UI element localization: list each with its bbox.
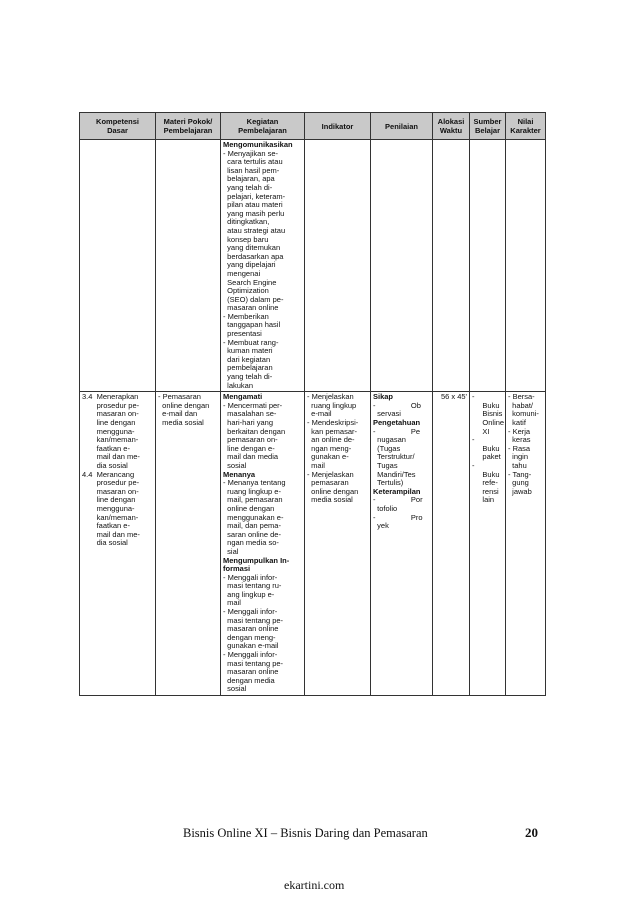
text-line: mail — [307, 460, 325, 470]
text-line: Alokasi — [437, 117, 465, 126]
text-line: (Tugas — [373, 443, 401, 453]
cell-materi — [156, 392, 221, 696]
text-line: pembelajaran — [223, 363, 273, 373]
text-line: kan/meman- — [82, 512, 139, 522]
text-line: masaran online — [223, 303, 279, 313]
text-line: - Pro — [373, 512, 423, 522]
text-line: Indikator — [321, 121, 354, 131]
header-materi — [156, 113, 221, 140]
text-line: mail, pemasaran — [223, 495, 283, 505]
text-line: masaran on- — [82, 409, 139, 419]
text-line: pemasaran on- — [223, 435, 278, 445]
text-line: Terstruktur/ — [373, 452, 415, 462]
cell-alokasi — [433, 140, 470, 392]
text-line: - — [472, 392, 475, 402]
text-line: (SEO) dalam pe- — [223, 294, 284, 304]
text-line: rensi — [472, 486, 499, 496]
text-line: faatkan e- — [82, 443, 130, 453]
text-line: - Bersa- — [508, 392, 535, 402]
text-line: berdasarkan apa — [223, 251, 284, 261]
text-line: Kompetensi — [96, 117, 139, 126]
materi-list — [158, 393, 218, 427]
text-line: e-mail — [307, 409, 332, 419]
text-line: yek — [373, 521, 389, 531]
text-line: Penilaian — [385, 121, 418, 131]
text-line: 3.4 Menerapkan — [82, 392, 139, 402]
cell-kegiatan — [221, 392, 305, 696]
text-line: Mandiri/Tes — [373, 469, 416, 479]
text-line: berkaitan dengan — [223, 426, 286, 436]
text-line: kan/meman- — [82, 435, 139, 445]
cell-materi — [156, 140, 221, 392]
section-heading: Pengetahuan — [373, 418, 421, 427]
text-line: dia sosial — [82, 538, 128, 548]
section-heading: Keterampilan — [373, 486, 421, 496]
text-line: online dengan — [307, 486, 359, 496]
text-line: 4.4 Merancang — [82, 469, 135, 479]
text-line: jawab — [508, 486, 532, 496]
text-line: mengguna- — [82, 503, 135, 513]
text-line: gunakan e- — [307, 452, 349, 462]
text-line: menggunakan e- — [223, 512, 284, 522]
text-line: yang dipelajari — [223, 260, 276, 270]
text-line: Dasar — [107, 126, 128, 135]
text-line: - Menggali infor- — [223, 607, 278, 617]
text-line: - Menyajikan se- — [223, 148, 279, 158]
text-line: - Kerja — [508, 426, 531, 436]
table-row — [80, 392, 546, 696]
text-line: yang ditemukan — [223, 243, 281, 253]
text-line: Waktu — [439, 126, 463, 135]
text-line: masaran online — [223, 624, 279, 634]
text-line: komuni- — [508, 409, 539, 419]
header-nilai — [506, 113, 546, 140]
header-alokasi — [433, 113, 470, 140]
text-line: atau strategi atau — [223, 225, 286, 235]
text-line: mail, dan pema- — [223, 521, 281, 531]
text-line: Tertulis) — [373, 478, 404, 488]
text-line: yang telah di- — [223, 372, 273, 382]
cell-nilai — [506, 392, 546, 696]
footer-book-title: Bisnis Online XI – Bisnis Daring dan Pemasaran — [183, 826, 428, 840]
text-line: lain — [472, 495, 495, 505]
header-indikator — [305, 113, 371, 140]
text-line: servasi — [373, 409, 401, 419]
section-heading: Menanya — [223, 469, 256, 479]
header-kegiatan — [221, 113, 305, 140]
text-line: mengguna- — [82, 426, 135, 436]
cell-sumber — [470, 140, 506, 392]
section-heading: Mengumpulkan In- — [223, 555, 290, 565]
header-kompetensi — [80, 113, 156, 140]
text-line: - — [472, 460, 475, 470]
text-line: nugasan — [373, 435, 406, 445]
page-number: 20 — [525, 825, 538, 840]
text-line: mengenai — [223, 268, 261, 278]
sumber-list — [472, 393, 503, 505]
text-line: - Menjelaskan — [307, 469, 354, 479]
table-row — [80, 140, 546, 392]
text-line: Kegiatan — [246, 117, 279, 126]
text-line: lisan hasil pem- — [223, 165, 280, 175]
cell-penilaian — [371, 392, 433, 696]
text-line: konsep baru — [223, 234, 269, 244]
text-line: - Mendeskripsi- — [307, 418, 359, 427]
text-line: Bisnis — [472, 409, 503, 419]
text-line: online dengan — [158, 400, 210, 410]
text-line: kuman materi — [223, 346, 273, 356]
text-line: mail — [223, 598, 241, 608]
text-line: media sosial — [158, 418, 204, 427]
text-line: online dengan — [223, 503, 275, 513]
text-line: pemasaran — [307, 478, 349, 488]
text-line: ditingkatkan, — [223, 217, 270, 227]
text-line: line dengan — [82, 418, 136, 427]
text-line: Sumber — [473, 117, 502, 126]
text-line: hari-hari yang — [223, 418, 274, 427]
cell-alokasi — [433, 392, 470, 696]
text-line: pelajari, keteram- — [223, 191, 286, 201]
text-line: Pembelajaran — [238, 126, 287, 135]
text-line: - Ob — [373, 400, 421, 410]
alokasi-value: 56 x 45' — [440, 392, 467, 402]
cell-indikator — [305, 392, 371, 696]
text-line: Online — [472, 418, 505, 427]
text-line: Materi Pokok/ — [163, 117, 213, 126]
section-heading: Mengamati — [223, 392, 263, 402]
text-line: Buku — [472, 443, 500, 453]
text-line: saran online de- — [223, 529, 281, 539]
footer-site: ekartini.com — [284, 878, 345, 892]
text-line: - Menggali infor- — [223, 572, 278, 582]
text-line: ang lingkup e- — [223, 589, 275, 599]
text-line: cara tertulis atau — [223, 157, 283, 167]
text-line: masi tentang pe- — [223, 615, 284, 625]
cell-kompetensi — [80, 392, 156, 696]
indikator-list — [307, 393, 368, 505]
text-line: refe- — [472, 478, 498, 488]
text-line: prosedur pe- — [82, 400, 140, 410]
text-line: tanggapan hasil — [223, 320, 281, 330]
text-line: habat/ — [508, 400, 534, 410]
text-line: an online de- — [307, 435, 355, 445]
text-line: line dengan — [82, 495, 136, 505]
text-line: dengan media — [223, 675, 275, 685]
text-line: ngan media so- — [223, 538, 279, 548]
kegiatan-list — [223, 150, 302, 391]
text-line: - Mencermati per- — [223, 400, 283, 410]
text-line: Buku — [472, 400, 500, 410]
cell-kegiatan — [221, 140, 305, 392]
text-line: - Tang- — [508, 469, 532, 479]
text-line: Belajar — [474, 126, 501, 135]
text-line: belajaran, apa — [223, 174, 275, 184]
text-line: sosial — [223, 684, 247, 694]
kompetensi-list — [82, 393, 153, 548]
text-line: XI — [472, 426, 490, 436]
text-line: tofolio — [373, 503, 398, 513]
cell-penilaian — [371, 140, 433, 392]
header-penilaian — [371, 113, 433, 140]
text-line: ingin — [508, 452, 529, 462]
cell-kompetensi — [80, 140, 156, 392]
text-line: gung — [508, 478, 529, 488]
text-line: - Pe — [373, 426, 421, 436]
text-line: Buku — [472, 469, 500, 479]
text-line: - Menjelaskan — [307, 392, 354, 402]
text-line: media sosial — [307, 495, 353, 505]
text-line: - — [472, 435, 475, 445]
text-line: kan pemasar- — [307, 426, 358, 436]
text-line: - Pemasaran — [158, 392, 201, 402]
text-line: presentasi — [223, 329, 262, 339]
text-line: yang telah di- — [223, 182, 273, 192]
text-line: - Rasa — [508, 443, 531, 453]
text-line: dari kegiatan — [223, 354, 271, 364]
text-line: - Memberikan — [223, 311, 269, 321]
text-line: keras — [508, 435, 531, 445]
text-line: mail dan media — [223, 452, 279, 462]
text-line: lakukan — [223, 380, 254, 390]
section-heading: formasi — [223, 564, 251, 574]
text-line: - Menanya tentang — [223, 478, 286, 488]
cell-indikator — [305, 140, 371, 392]
section-heading: Sikap — [373, 392, 394, 402]
text-line: pilan atau materi — [223, 200, 283, 210]
text-line: Optimization — [223, 286, 269, 296]
cell-nilai — [506, 140, 546, 392]
text-line: masi tentang pe- — [223, 658, 284, 668]
text-line: tahu — [508, 460, 527, 470]
text-line: yang masih perlu — [223, 208, 285, 218]
text-line: masi tentang ru- — [223, 581, 282, 591]
text-line: masalahan se- — [223, 409, 277, 419]
text-line: - Menggali infor- — [223, 650, 278, 660]
text-line: sosial — [223, 460, 247, 470]
header-row — [80, 113, 546, 140]
text-line: Pembelajaran — [163, 126, 213, 135]
header-sumber — [470, 113, 506, 140]
text-line: e-mail dan — [158, 409, 198, 419]
text-line: Search Engine — [223, 277, 277, 287]
text-line: line dengan e- — [223, 443, 275, 453]
cell-sumber — [470, 392, 506, 696]
text-line: faatkan e- — [82, 521, 130, 531]
text-line: katif — [508, 418, 526, 427]
text-line: ruang lingkup e- — [223, 486, 281, 496]
text-line: ruang lingkup — [307, 400, 357, 410]
text-line: Tugas — [373, 460, 398, 470]
text-line: masaran online — [223, 667, 279, 677]
text-line: - Por — [373, 495, 423, 505]
text-line: mail dan me- — [82, 452, 140, 462]
nilai-list — [508, 393, 543, 496]
text-line: - Membuat rang- — [223, 337, 279, 347]
text-line: paket — [472, 452, 501, 462]
text-line: Karakter — [510, 126, 541, 135]
section-heading: Mengomunikasikan — [223, 140, 293, 149]
text-line: masaran on- — [82, 486, 139, 496]
syllabus-table — [79, 112, 546, 696]
text-line: dengan meng- — [223, 632, 276, 642]
text-line: gunakan e-mail — [223, 641, 279, 651]
text-line: sial — [223, 546, 239, 556]
text-line: mail dan me- — [82, 529, 140, 539]
text-line: Nilai — [517, 117, 534, 126]
text-line: prosedur pe- — [82, 478, 140, 488]
text-line: dia sosial — [82, 460, 128, 470]
text-line: ngan meng- — [307, 443, 352, 453]
